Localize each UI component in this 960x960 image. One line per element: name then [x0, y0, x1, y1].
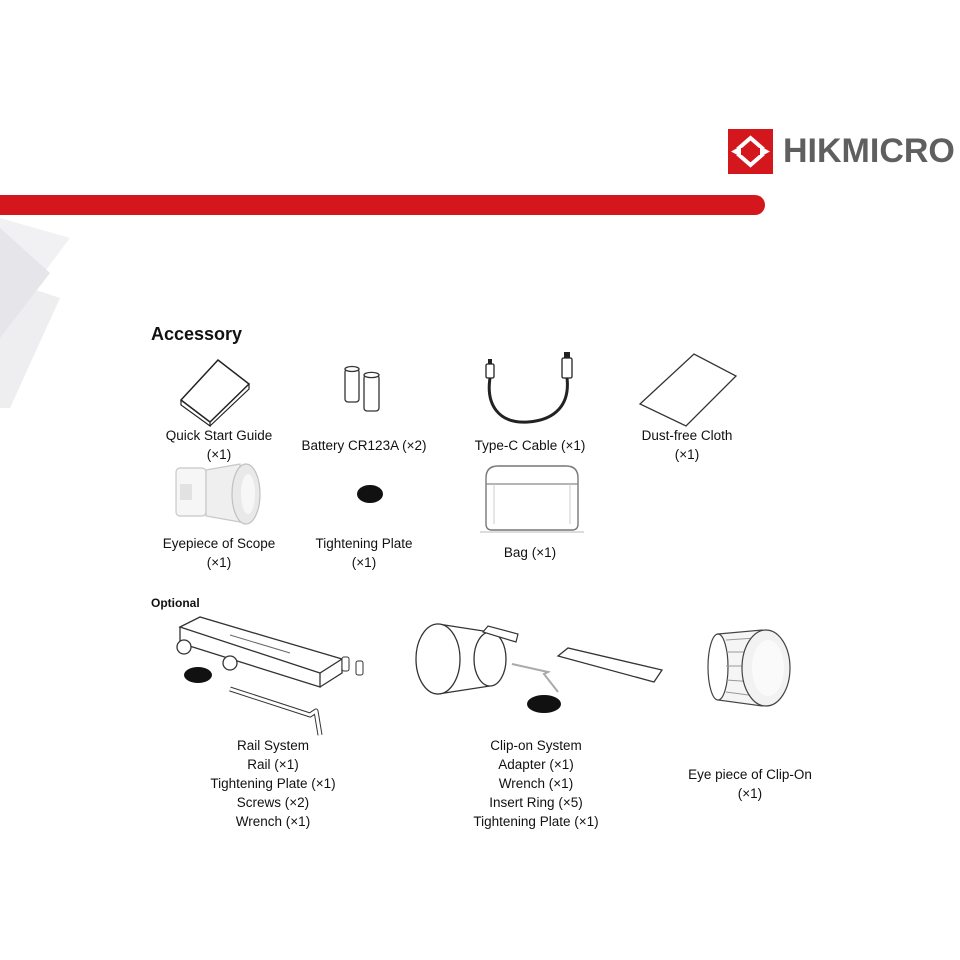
item-name: Battery CR123A (×2)	[301, 438, 427, 453]
accessory-item-tightening-plate	[315, 534, 412, 572]
eyepiece-icon	[170, 462, 266, 528]
item-line: Wrench (×1)	[235, 814, 311, 829]
item-name: Dust-free Cloth	[641, 428, 733, 443]
item-line: Tightening Plate (×1)	[473, 814, 599, 829]
brand-name: HIKMICRO	[783, 132, 955, 170]
battery-icon	[341, 362, 387, 414]
usb-cable-icon	[478, 352, 578, 428]
accessory-item-dust-free-cloth	[642, 426, 733, 464]
accessory-item-bag	[504, 543, 556, 562]
optional-item-clip-on-system	[473, 736, 598, 831]
item-line: Wrench (×1)	[498, 776, 574, 791]
clip-on-icon	[408, 612, 668, 714]
optional-item-rail-system	[210, 736, 335, 831]
accessory-item-eyepiece-of-scope	[163, 534, 276, 572]
item-name: Eyepiece of Scope	[162, 536, 276, 551]
optional-item-eye-piece-of-clip-on	[688, 765, 812, 803]
accessory-title: Accessory	[151, 324, 243, 344]
header-band	[0, 195, 765, 215]
item-name: Quick Start Guide	[165, 428, 273, 443]
item-qty: (×1)	[206, 555, 232, 570]
rail-icon	[170, 615, 350, 737]
item-line: Adapter (×1)	[498, 757, 574, 772]
item-title: Clip-on System	[490, 738, 582, 753]
item-qty: (×1)	[351, 555, 377, 570]
tightening-plate-icon	[356, 484, 384, 504]
optional-title: Optional	[151, 596, 200, 610]
item-qty: (×1)	[206, 447, 232, 462]
hikmicro-logo-icon	[728, 129, 773, 174]
item-name: Bag (×1)	[503, 545, 557, 560]
item-title: Eye piece of Clip-On	[688, 767, 812, 782]
item-name: Tightening Plate	[315, 536, 413, 551]
item-line: Rail (×1)	[247, 757, 299, 772]
item-qty: (×1)	[674, 447, 700, 462]
item-line: (×1)	[737, 786, 763, 801]
item-line: Insert Ring (×5)	[489, 795, 583, 810]
bag-icon	[480, 462, 584, 534]
accessory-item-type-c-cable	[475, 436, 586, 455]
accessory-item-quick-start-guide	[166, 426, 273, 464]
decorative-shape	[0, 218, 80, 418]
item-line: Tightening Plate (×1)	[210, 776, 336, 791]
booklet-icon	[176, 358, 252, 424]
item-name: Type-C Cable (×1)	[474, 438, 586, 453]
item-line: Screws (×2)	[236, 795, 310, 810]
item-title: Rail System	[236, 738, 310, 753]
clip-on-eyepiece-icon	[706, 626, 794, 710]
accessory-item-battery	[302, 436, 427, 455]
cloth-icon	[638, 354, 738, 426]
